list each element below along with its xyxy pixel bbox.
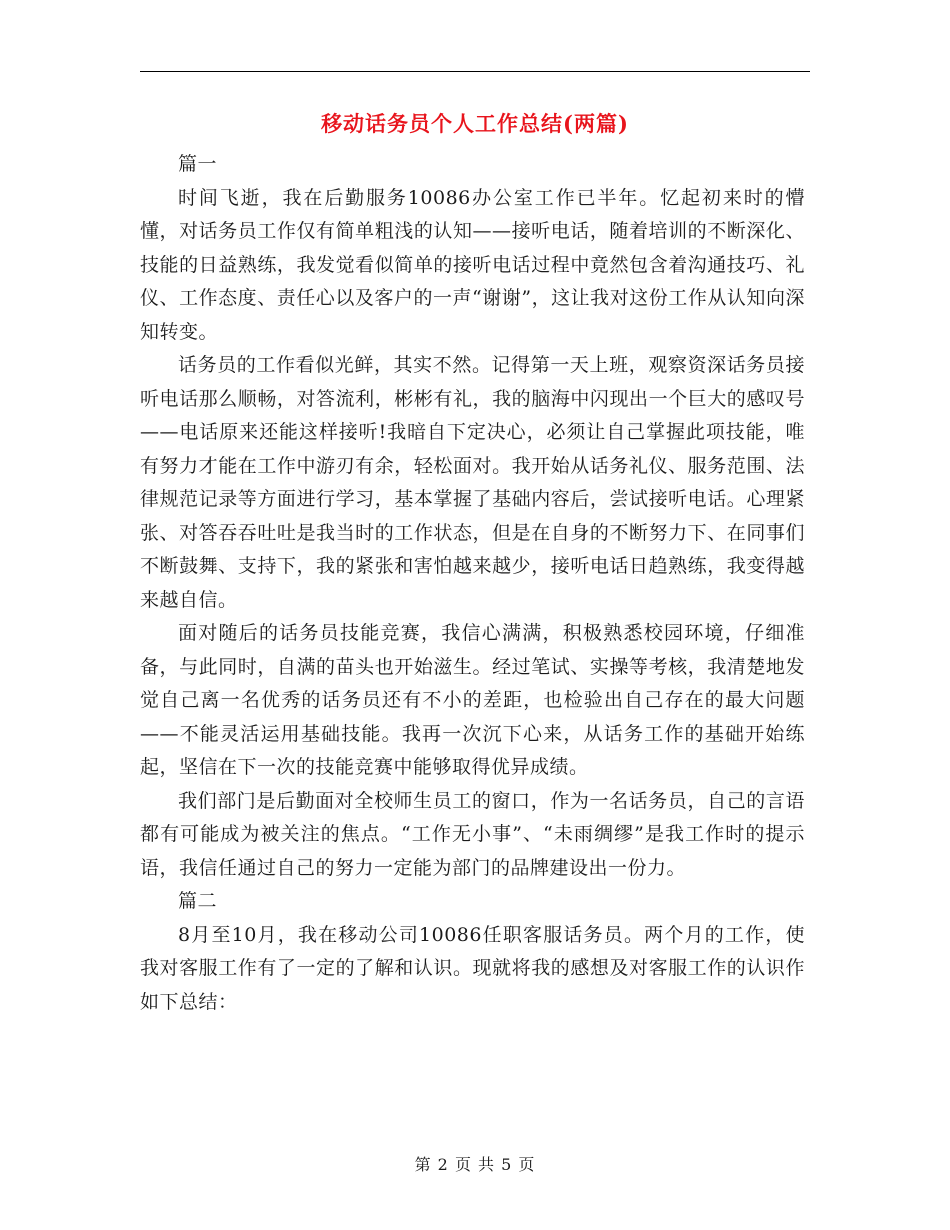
paragraph: 时间飞逝，我在后勤服务10086办公室工作已半年。忆起初来时的懵懂，对话务员工作仅有简单粗浅的认知——接听电话，随着培训的不断深化、技能的日益熟练，我发觉看似简单的接听电话过程中竟然包含着沟通技巧、礼仪、工作态度、责任心以及客户的一声“谢谢”，这让我对这份工作从认知向深知转变。 [140, 186, 805, 343]
section-heading-part-one: 篇一 [178, 153, 218, 175]
document-title: 移动话务员个人工作总结(两篇) [321, 111, 629, 136]
section-heading-part-two: 篇二 [178, 890, 218, 912]
paragraph: 我们部门是后勤面对全校师生员工的窗口，作为一名话务员，自己的言语都有可能成为被关注的焦点。“工作无小事”、“未雨绸缪”是我工作时的提示语，我信任通过自己的努力一定能为部门的品牌建设出一份力。 [140, 789, 805, 879]
header-rule [140, 71, 810, 72]
document-body [140, 148, 805, 1019]
page-number-footer: 第 2 页 共 5 页 [414, 1155, 536, 1174]
paragraph: 8月至10月，我在移动公司10086任职客服话务员。两个月的工作，使我对客服工作有了一定的了解和认识。现就将我的感想及对客服工作的认识作如下总结： [140, 923, 805, 1013]
paragraph: 话务员的工作看似光鲜，其实不然。记得第一天上班，观察资深话务员接听电话那么顺畅，对答流利，彬彬有礼，我的脑海中闪现出一个巨大的感叹号——电话原来还能这样接听!我暗自下定决心，必须让自己掌握此项技能，唯有努力才能在工作中游刃有余，轻松面对。我开始从话务礼仪、服务范围、法律规范记录等方面进行学习，基本掌握了基础内容后，尝试接听电话。心理紧张、对答吞吞吐吐是我当时的工作状态，但是在自身的不断努力下、在同事们不断鼓舞、支持下，我的紧张和害怕越来越少，接听电话日趋熟练，我变得越来越自信。 [140, 354, 805, 611]
paragraph: 面对随后的话务员技能竞赛，我信心满满，积极熟悉校园环境，仔细准备，与此同时，自满的苗头也开始滋生。经过笔试、实操等考核，我清楚地发觉自己离一名优秀的话务员还有不小的差距，也检验出自己存在的最大问题——不能灵活运用基础技能。我再一次沉下心来，从话务工作的基础开始练起，坚信在下一次的技能竞赛中能够取得优异成绩。 [140, 622, 805, 778]
